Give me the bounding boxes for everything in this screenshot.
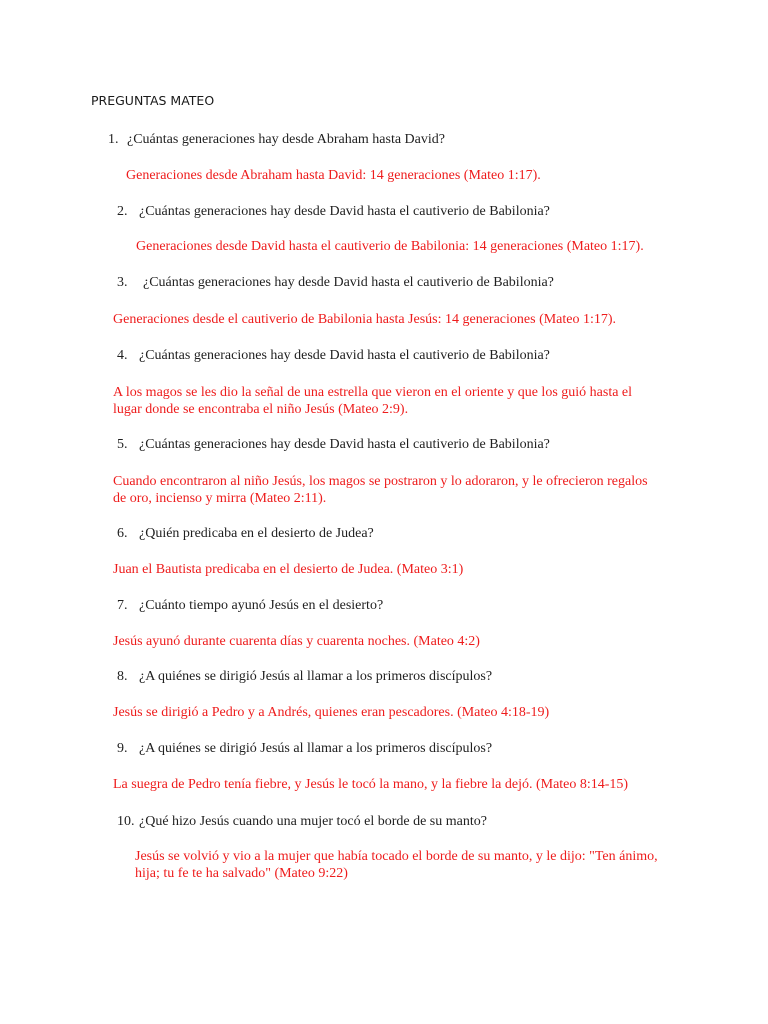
question-number: 6. — [117, 526, 128, 541]
answer-1: Generaciones desde Abraham hasta David: 14 generaciones (Mateo 1:17). — [126, 168, 541, 183]
answer-3: Generaciones desde el cautiverio de Babilonia hasta Jesús: 14 generaciones (Mateo 1:17). — [113, 312, 617, 327]
question-8 — [117, 668, 492, 685]
question-3 — [117, 274, 554, 291]
page-title: PREGUNTAS MATEO — [91, 93, 215, 108]
question-number: 8. — [117, 669, 128, 684]
question-text: ¿Quién predicaba en el desierto de Judea? — [139, 526, 374, 541]
answer-8: Jesús se dirigió a Pedro y a Andrés, quienes eran pescadores. (Mateo 4:18-19) — [113, 705, 550, 720]
answer-6: Juan el Bautista predicaba en el desierto de Judea. (Mateo 3:1) — [113, 562, 464, 577]
answer-10: Jesús se volvió y vio a la mujer que había tocado el borde de su manto, y le dijo: "Ten ánimo, hija; tu fe te ha salvado" (Mateo 9:22) — [135, 849, 658, 881]
question-text: ¿Cuántas generaciones hay desde David hasta el cautiverio de Babilonia? — [143, 275, 554, 290]
question-9 — [117, 740, 492, 757]
answer-2: Generaciones desde David hasta el cautiverio de Babilonia: 14 generaciones (Mateo 1:17). — [136, 239, 644, 254]
question-number: 5. — [117, 437, 128, 452]
question-7 — [117, 597, 383, 614]
question-1 — [108, 131, 445, 148]
question-text: ¿Qué hizo Jesús cuando una mujer tocó el borde de su manto? — [139, 814, 487, 829]
question-number: 7. — [117, 598, 128, 613]
question-number: 3. — [117, 275, 128, 290]
question-number: 1. — [108, 132, 119, 147]
answer-4: A los magos se les dio la señal de una estrella que vieron en el oriente y que los guió hasta el lugar donde se encontraba el niño Jesús (Mateo 2:9). — [113, 385, 633, 417]
answer-9: La suegra de Pedro tenía fiebre, y Jesús le tocó la mano, y la fiebre la dejó. (Mateo 8:14-15) — [113, 777, 629, 792]
question-text: ¿Cuántas generaciones hay desde David hasta el cautiverio de Babilonia? — [139, 437, 550, 452]
question-number: 2. — [117, 204, 128, 219]
question-10 — [117, 813, 487, 830]
answer-7: Jesús ayunó durante cuarenta días y cuarenta noches. (Mateo 4:2) — [113, 634, 480, 649]
question-text: ¿Cuántas generaciones hay desde Abraham hasta David? — [127, 132, 445, 147]
question-number: 4. — [117, 348, 128, 363]
question-6 — [117, 525, 374, 542]
question-text: ¿A quiénes se dirigió Jesús al llamar a los primeros discípulos? — [139, 669, 493, 684]
question-5 — [117, 436, 550, 453]
question-text: ¿Cuánto tiempo ayunó Jesús en el desierto? — [139, 598, 384, 613]
question-2 — [117, 203, 550, 220]
question-number: 9. — [117, 741, 128, 756]
question-4 — [117, 347, 550, 364]
question-text: ¿Cuántas generaciones hay desde David hasta el cautiverio de Babilonia? — [139, 204, 550, 219]
question-text: ¿Cuántas generaciones hay desde David hasta el cautiverio de Babilonia? — [139, 348, 550, 363]
question-number: 10. — [117, 814, 135, 829]
answer-5: Cuando encontraron al niño Jesús, los magos se postraron y lo adoraron, y le ofrecieron regalos de oro, incienso y mirra (Mateo 2:11). — [113, 474, 648, 506]
question-text: ¿A quiénes se dirigió Jesús al llamar a los primeros discípulos? — [139, 741, 493, 756]
